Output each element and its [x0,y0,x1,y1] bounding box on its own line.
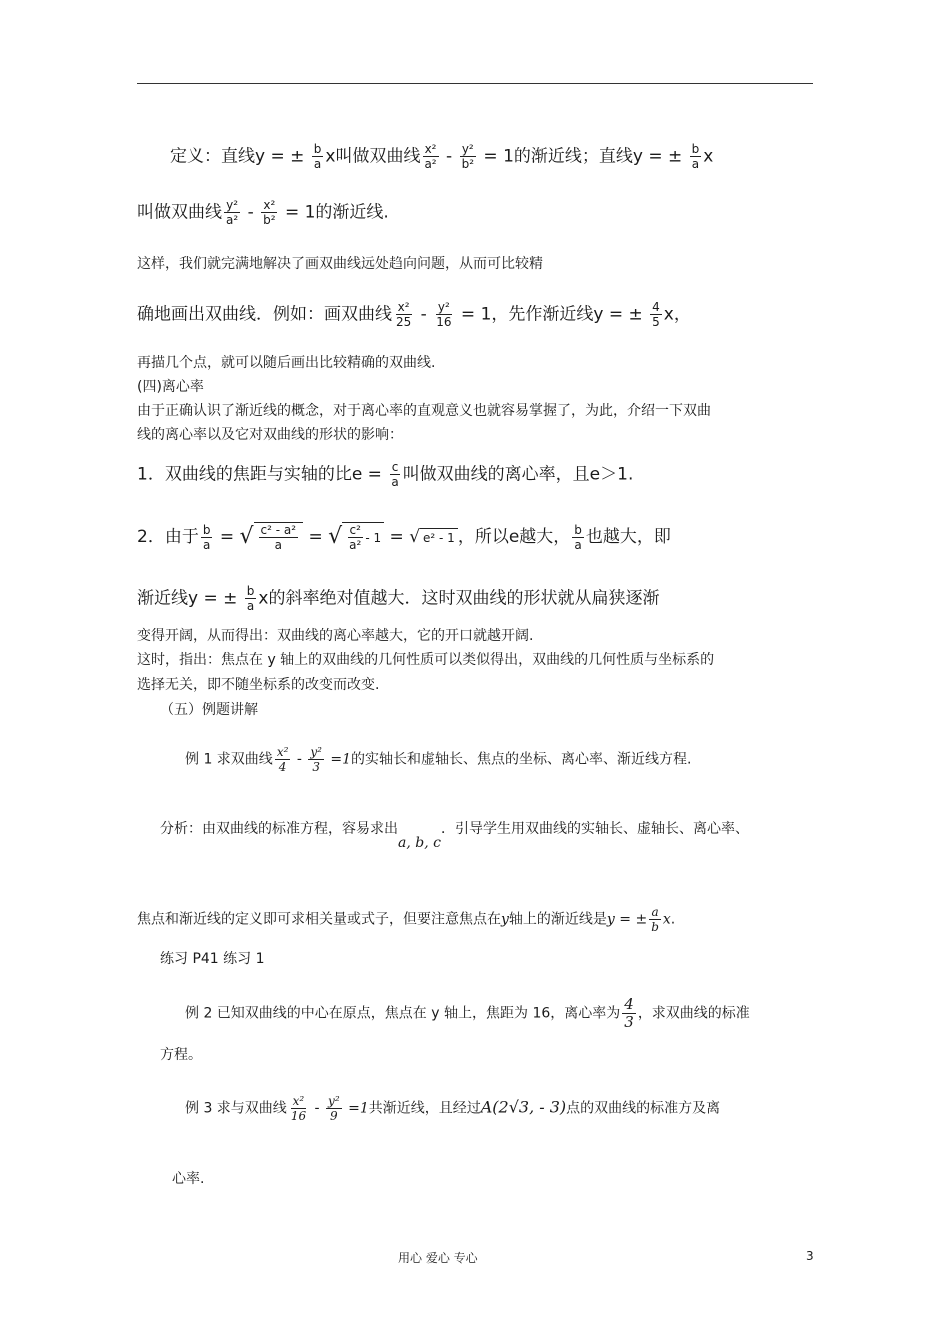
text: = 1的渐近线；直线y = ± [478,146,688,167]
paragraph: 线的离心率以及它对双曲线的形状的影响： [137,427,403,443]
header-rule [137,83,813,84]
paragraph: 这时，指出：焦点在 y 轴上的双曲线的几何性质可以类似得出，双曲线的几何性质与坐标系的 [137,652,715,668]
analysis-continued: 焦点和渐近线的定义即可求相关量或式子，但要注意焦点在y轴上的渐近线是y = ± $\frac{a}{b}$ x. [137,905,676,934]
paragraph: 选择无关，即不随坐标系的改变而改变. [137,677,380,693]
fraction: $\frac{b}{a}$ [574,522,582,552]
example-3: 例 3 求与双曲线 $\frac{\text{x²}}{16}$ - $\frac{\text{y²}}{9}$ =1共渐近线，且经过A(2√3, - 3)点的双曲线的标准方及离 [185,1094,721,1123]
section-heading: （五）例题讲解 [160,702,258,718]
radical: √ $\frac{\text{c²}}{\text{a²}}$ - 1 [328,522,384,552]
fraction: $\frac{4}{3}$ [624,995,634,1031]
radical: √ $\frac{\text{c² - a²}}{a}$ [240,522,304,552]
text: 定义：直线y = ± [170,146,310,167]
paragraph: 这样，我们就完满地解决了画双曲线远处趋向问题，从而可比较精 [137,256,543,272]
fraction: $\frac{\text{y²}}{16}$ [436,300,452,329]
fraction: $\frac{\text{y²}}{\text{b²}}$ [461,142,475,171]
fraction: $\frac{b}{a}$ [691,142,700,171]
paragraph: 变得开阔，从而得出：双曲线的离心率越大，它的开口就越开阔. [137,628,534,644]
fraction: $\frac{b}{a}$ [246,584,255,613]
definition-line-1: 定义：直线y = ± $\frac{b}{a}$ x叫做双曲线 $\frac{\text{x²}}{\text{a²}}$ - $\frac{\text{y²}}{\text{b²}}$ = 1的渐近线；直线y = ± $\frac{b}{a}$ x [170,142,714,171]
definition-line-2: 叫做双曲线 $\frac{\text{y²}}{\text{a²}}$ - $\frac{\text{x²}}{\text{b²}}$ = 1的渐近线. [137,198,389,227]
radical: √ e² - 1 [409,526,458,548]
fraction: $\frac{c}{a}$ [391,460,399,489]
fraction: $\frac{a}{b}$ [651,905,659,934]
fraction: $\frac{\text{x²}}{\text{b²}}$ [263,198,276,227]
fraction: $\frac{\text{x²}}{16}$ [290,1094,307,1123]
paragraph: 由于正确认识了渐近线的概念，对于离心率的直观意义也就容易掌握了，为此，介绍一下双曲 [137,403,711,419]
example-1: 例 1 求双曲线 $\frac{\text{x²}}{4}$ - $\frac{\text{y²}}{3}$ =1的实轴长和虚轴长、焦点的坐标、离心率、渐近线方程. [185,745,692,774]
fraction: $\frac{b}{a}$ [202,522,211,552]
fraction: $\frac{4}{5}$ [652,300,660,329]
fraction: $\frac{\text{y²}}{9}$ [328,1094,340,1123]
item-1: 1．双曲线的焦距与实轴的比e = $\frac{c}{a}$ 叫做双曲线的离心率，且e＞1. [137,460,634,489]
paragraph: 再描几个点，就可以随后画出比较精确的双曲线. [137,355,436,371]
fraction: $\frac{\text{x²}}{25}$ [396,300,412,329]
text: x叫做双曲线 [325,146,421,167]
fraction: $\frac{\text{x²}}{4}$ [276,745,289,774]
footer-motto: 用心 爱心 专心 [398,1251,478,1265]
page-number: 3 [806,1249,814,1263]
example-2: 例 2 已知双曲线的中心在原点，焦点在 y 轴上，焦距为 16，离心率为 $\frac{4}{3}$ ，求双曲线的标准 [185,995,750,1031]
item-2: 2．由于 $\frac{b}{a}$ = √ $\frac{\text{c² - a²}}{a}$ = √ $\frac{\text{c²}}{\text{a²}}$ - 1 = √ e² - 1 ，所以e越大， $\frac{b}{a}$ 也越大，即 [137,522,671,552]
fraction: $\frac{b}{a}$ [313,142,322,171]
analysis: 分析：由双曲线的标准方程，容易求出a, b, c．引导学生用双曲线的实轴长、虚轴长、离心率、 [160,821,749,851]
fraction: $\frac{\text{x²}}{\text{a²}}$ [424,142,437,171]
practice-label: 练习 P41 练习 1 [160,951,265,967]
paragraph: 方程。 [160,1047,202,1063]
section-heading: (四)离心率 [137,379,204,395]
item-2-continued: 渐近线y = ± $\frac{b}{a}$ x的斜率绝对值越大．这时双曲线的形状就从扁狭逐渐 [137,584,660,613]
paragraph: 心率. [172,1171,205,1187]
example-line: 确地画出双曲线．例如：画双曲线 $\frac{\text{x²}}{25}$ - $\frac{\text{y²}}{16}$ = 1，先作渐近线y = ± $\frac{4}{5}$ x， [137,300,691,329]
fraction: $\frac{\text{y²}}{\text{a²}}$ [226,198,239,227]
fraction: $\frac{\text{y²}}{3}$ [310,745,322,774]
